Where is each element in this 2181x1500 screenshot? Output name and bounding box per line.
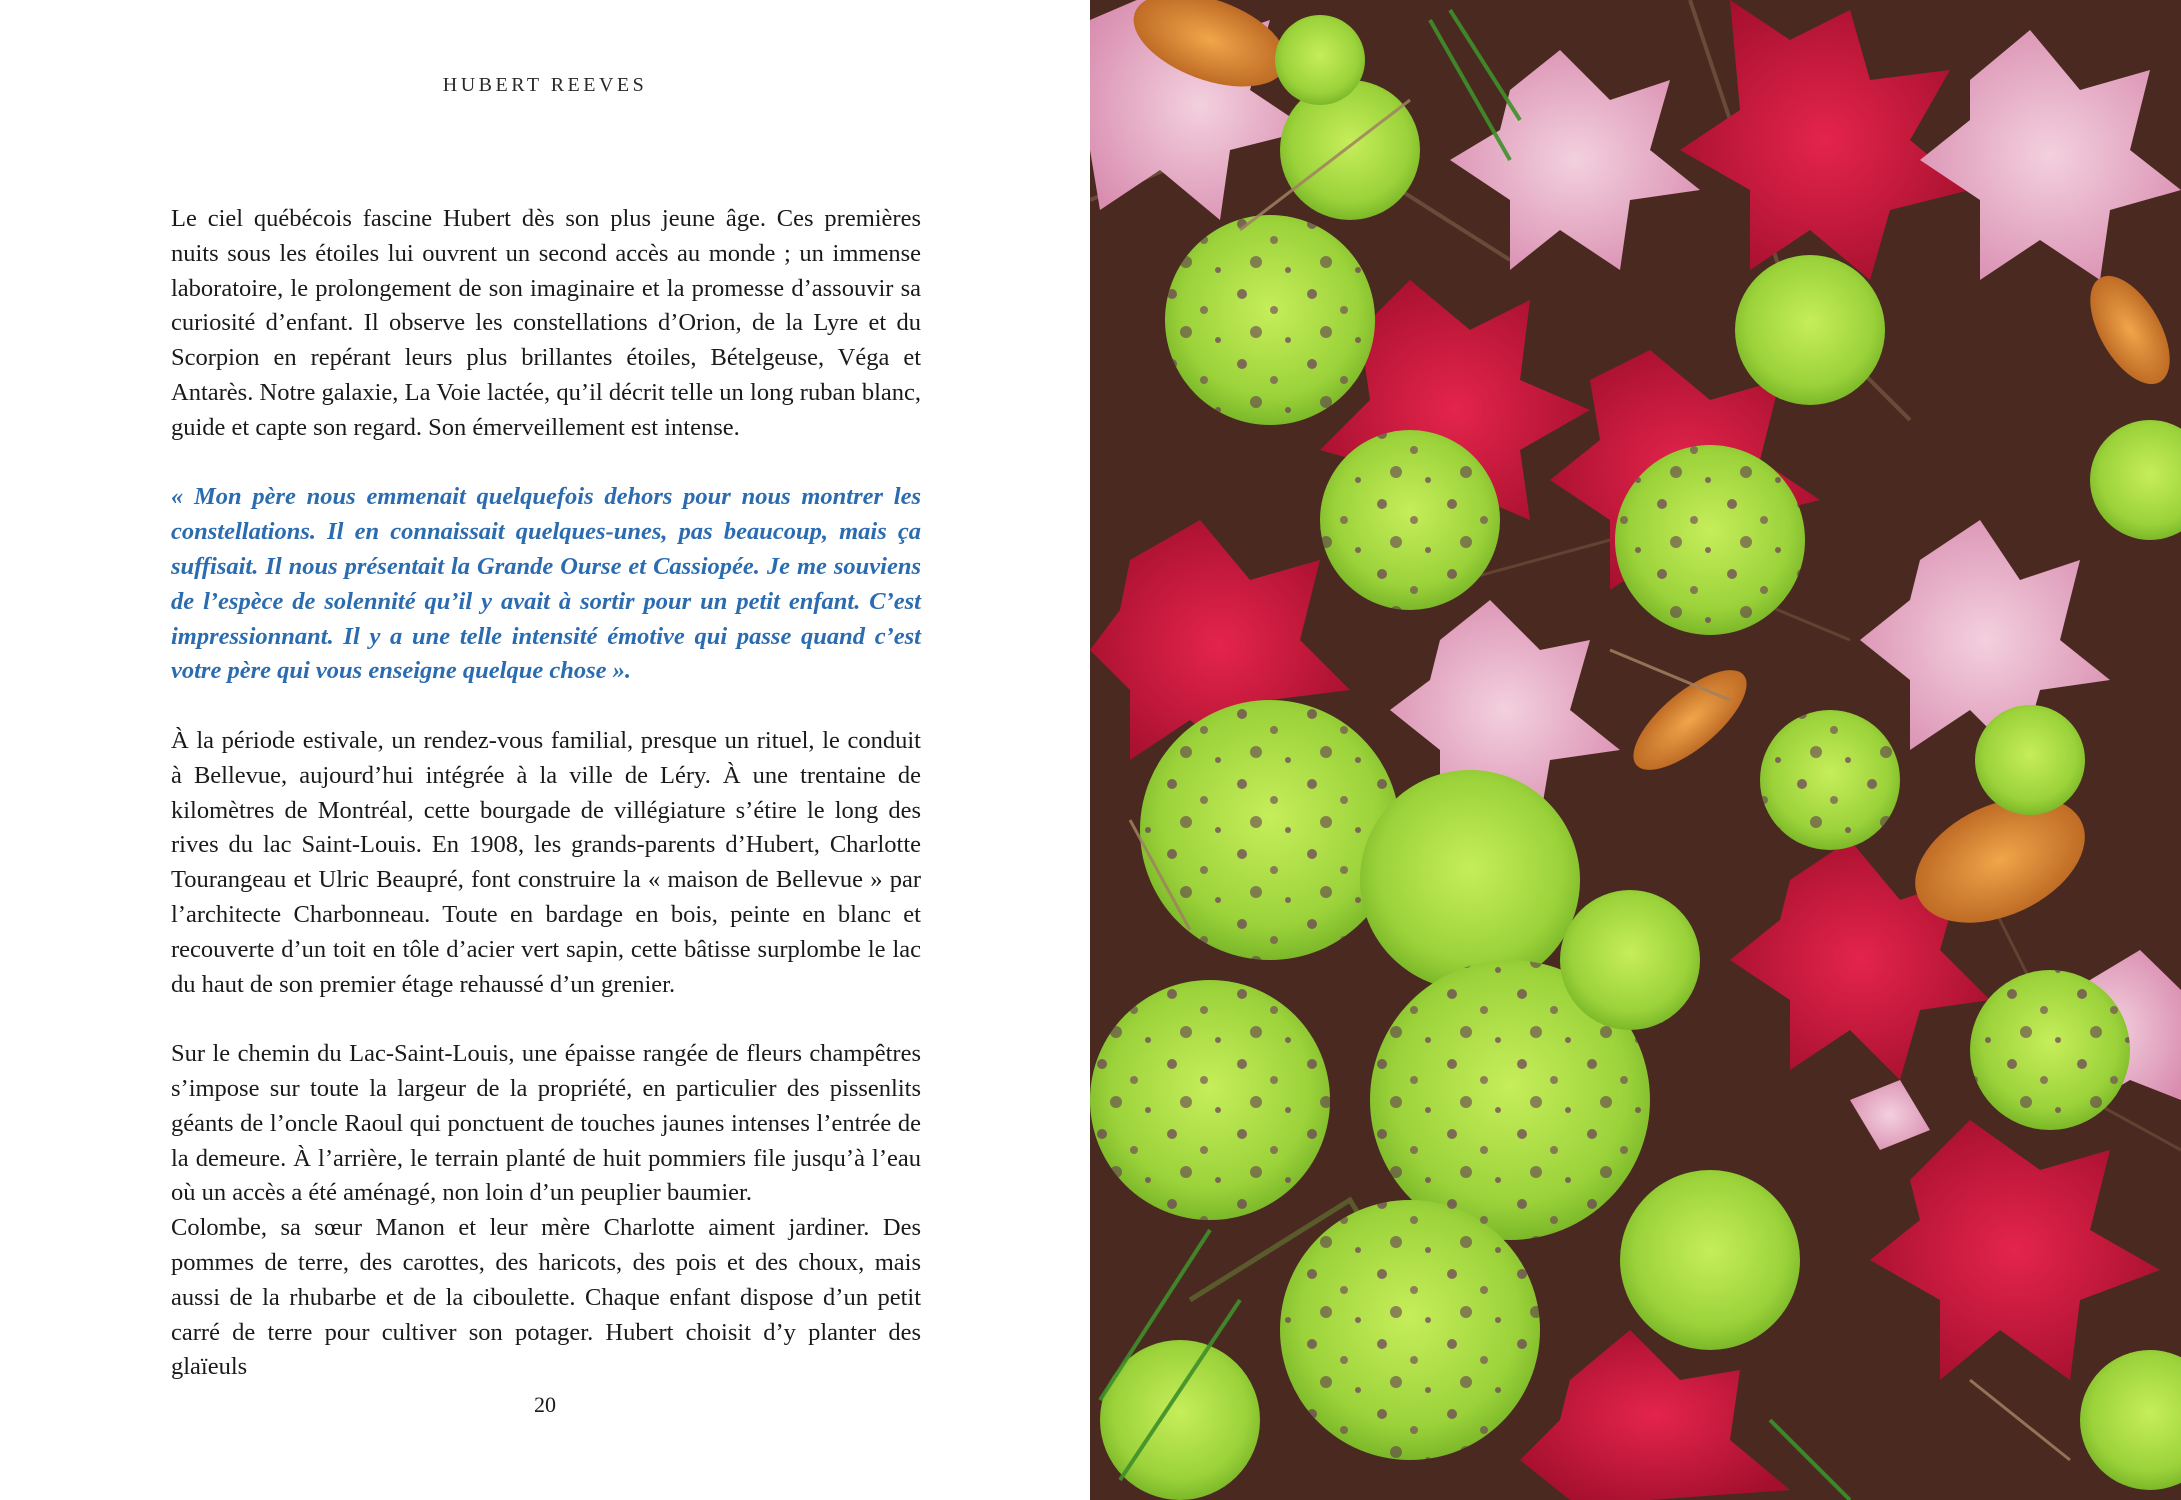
paragraph-3: Sur le chemin du Lac-Saint-Louis, une épaisse rangée de fleurs champêtres s’impose sur toute la largeur de la propriété, en particulier des pissenlits géants de l’oncle Raoul qui ponctuent de touches jaunes intenses l’entrée de la demeure. À l’arrière, le terrain planté de huit pommiers file jusqu’à l’eau où un accès a été aménagé, non loin d’un peuplier baumier.	[171, 1040, 921, 1207]
autumn-leaves-photo	[1090, 0, 2181, 1500]
running-head: HUBERT REEVES	[442, 74, 648, 96]
paragraph-1: Le ciel québécois fascine Hubert dès son plus jeune âge. Ces premières nuits sous les étoiles lui ouvrent un second accès au monde ; un immense laboratoire, le prolongement de son imaginaire et la promesse d’assouvir sa curiosité d’enfant. Il observe les constellations d’Orion, de la Lyre et du Scorpion en repérant leurs plus brillantes étoiles, Bételgeuse, Véga et Antarès. Notre galaxie, La Voie lactée, qu’il décrit telle un long ruban blanc, guide et capte son regard. Son émerveillement est intense.	[171, 205, 921, 441]
autumn-leaves-illustration	[1090, 0, 2181, 1500]
paragraph-2: À la période estivale, un rendez-vous familial, presque un rituel, le conduit à Bellevue, aujourd’hui intégrée à la ville de Léry. À une trentaine de kilomètres de Montréal, cette bourgade de villégiature s’étire le long des rives du lac Saint-Louis. En 1908, les grands-parents d’Hubert, Charlotte Tourangeau et Ulric Beaupré, font construire la « maison de Bellevue » par l’architecte Charbonneau. Toute en bardage en bois, peinte en blanc et recouverte d’un toit en tôle d’acier vert sapin, cette bâtisse surplombe le lac du haut de son premier étage rehaussé d’un grenier.	[171, 726, 921, 998]
text-block	[171, 202, 921, 1385]
paragraph-4: Colombe, sa sœur Manon et leur mère Charlotte aiment jardiner. Des pommes de terre, des carottes, des haricots, des pois et des choux, mais aussi de la rhubarbe et de la ciboulette. Chaque enfant dispose d’un petit carré de terre pour cultiver son potager. Hubert choisit d’y planter des glaïeuls	[171, 1214, 921, 1381]
page-number: 20	[534, 1392, 556, 1417]
quote-paragraph: « Mon père nous emmenait quelquefois dehors pour nous montrer les constellations. Il en connaissait quelques-unes, pas beaucoup, mais ça suffisait. Il nous présentait la Grande Ourse et Cassiopée. Je me souviens de l’espèce de solennité qu’il y avait à sortir pour un petit enfant. C’est impressionnant. Il y a une telle intensité émotive qui passe quand c’est votre père qui vous enseigne quelque chose ».	[171, 483, 921, 685]
left-page	[0, 0, 1090, 1500]
